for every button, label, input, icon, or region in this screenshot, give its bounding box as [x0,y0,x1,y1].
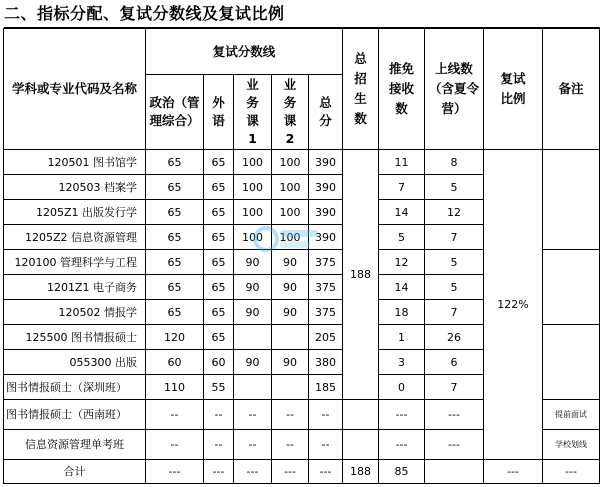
cell-foreign: 60 [204,350,234,375]
score-table [3,28,600,484]
cell-quota: 7 [425,225,484,250]
cell-course2: 100 [272,175,309,200]
cell-course1: -- [234,430,272,460]
cell-total: -- [309,430,343,460]
row-name: 055300 出版 [4,350,146,375]
header-total-text: 总分 [319,95,332,128]
summary-name: 合计 [4,460,146,484]
cell-course1: 100 [234,150,272,175]
cell-foreign: 55 [204,375,234,400]
summary-course2: --- [272,460,309,484]
cell-foreign: 65 [204,200,234,225]
row-name: 1201Z1 电子商务 [4,275,146,300]
header-course2-text: 业务课2 [283,77,297,146]
cell-foreign: 65 [204,275,234,300]
cell-politics: -- [146,430,204,460]
cell-enrollment-merged: 188 [343,150,379,400]
cell-ratio-merged: 122% [484,150,543,460]
cell-total: 380 [309,350,343,375]
row-name: 图书情报硕士（西南班） [4,400,146,430]
cell-politics: 65 [146,200,204,225]
cell-course1: 90 [234,250,272,275]
cell-course2: 90 [272,275,309,300]
summary-ratio: --- [484,460,543,484]
cell-total: 390 [309,200,343,225]
cell-exempt: --- [379,400,425,430]
cell-exempt: 3 [379,350,425,375]
cell-course2: -- [272,400,309,430]
header-total [309,75,343,150]
header-course1 [234,75,272,150]
header-course1-text: 业务课1 [246,77,259,146]
summary-course1: --- [234,460,272,484]
cell-quota: 7 [425,375,484,400]
cell-politics: 65 [146,300,204,325]
cell-course2: -- [272,430,309,460]
cell-remark-empty [543,325,600,400]
row-name: 120100 管理科学与工程 [4,250,146,275]
cell-exempt: 1 [379,325,425,350]
cell-remark-empty [543,150,600,250]
summary-foreign: --- [204,460,234,484]
header-ratio [484,29,543,150]
cell-total: 390 [309,225,343,250]
header-quota [425,29,484,150]
cell-foreign: 65 [204,175,234,200]
cell-total: -- [309,400,343,430]
header-exempt-text: 推免接收数 [388,61,414,116]
cell-remark: 学校划线 [543,430,600,460]
cell-politics: 60 [146,350,204,375]
header-remark: 备注 [543,29,600,150]
header-quota-text: 上线数（含夏令营） [429,61,480,116]
cell-exempt: 14 [379,200,425,225]
cell-exempt: 7 [379,175,425,200]
cell-course1: 90 [234,275,272,300]
cell-politics: 65 [146,175,204,200]
cell-course2: 90 [272,350,309,375]
cell-remark: 提前面试 [543,400,600,430]
cell-quota: --- [425,400,484,430]
cell-course1: 90 [234,300,272,325]
summary-remark: --- [543,460,600,484]
cell-course1: 90 [234,350,272,375]
cell-foreign: -- [204,400,234,430]
cell-total: 185 [309,375,343,400]
cell-course1 [234,325,272,350]
header-course2 [272,75,309,150]
cell-course1: 100 [234,200,272,225]
cell-quota: --- [425,430,484,460]
cell-remark-empty [543,250,600,325]
summary-exempt: 85 [379,460,425,484]
cell-politics: 65 [146,225,204,250]
cell-course2 [272,375,309,400]
header-subject: 学科或专业代码及名称 [4,29,146,150]
cell-exempt: 18 [379,300,425,325]
section-heading: 二、指标分配、复试分数线及复试比例 [4,3,600,29]
cell-foreign: 65 [204,250,234,275]
row-name: 120502 情报学 [4,300,146,325]
summary-politics: --- [146,460,204,484]
cell-course2: 100 [272,150,309,175]
header-politics [146,75,204,150]
cell-exempt: 5 [379,225,425,250]
header-ratio-text: 复试比例 [500,71,526,106]
cell-quota: 6 [425,350,484,375]
cell-quota: 5 [425,275,484,300]
cell-exempt: 11 [379,150,425,175]
cell-course2: 90 [272,300,309,325]
cell-total: 390 [309,175,343,200]
cell-enrollment-empty [343,400,379,430]
cell-foreign: -- [204,430,234,460]
cell-course1: 100 [234,175,272,200]
cell-foreign: 65 [204,150,234,175]
header-enrollment-text: 总招生数 [354,51,367,126]
cell-foreign: 65 [204,325,234,350]
row-name: 1205Z2 信息资源管理 [4,225,146,250]
summary-enrollment: 188 [343,460,379,484]
header-exempt [379,29,425,150]
cell-total: 205 [309,325,343,350]
header-politics-text: 政治（管理综合） [149,95,200,128]
row-name: 120501 图书馆学 [4,150,146,175]
cell-course1: -- [234,400,272,430]
cell-politics: -- [146,400,204,430]
row-name: 125500 图书情报硕士 [4,325,146,350]
cell-politics: 65 [146,250,204,275]
cell-politics: 110 [146,375,204,400]
header-score-group: 复试分数线 [146,29,343,75]
cell-total: 375 [309,275,343,300]
row-name: 信息资源管理单考班 [4,430,146,460]
row-name: 120503 档案学 [4,175,146,200]
cell-quota: 12 [425,200,484,225]
header-foreign [204,75,234,150]
cell-course2: 100 [272,200,309,225]
cell-total: 375 [309,300,343,325]
summary-quota [425,460,484,484]
cell-course1: 100 [234,225,272,250]
cell-exempt: --- [379,430,425,460]
cell-quota: 26 [425,325,484,350]
cell-total: 375 [309,250,343,275]
cell-course2: 90 [272,250,309,275]
cell-enrollment-empty [343,430,379,460]
summary-total: --- [309,460,343,484]
row-name: 图书情报硕士（深圳班） [4,375,146,400]
header-enrollment [343,29,379,150]
row-name: 1205Z1 出版发行学 [4,200,146,225]
cell-politics: 120 [146,325,204,350]
cell-foreign: 65 [204,225,234,250]
cell-course1 [234,375,272,400]
cell-course2: 100 [272,225,309,250]
cell-quota: 7 [425,300,484,325]
cell-politics: 65 [146,275,204,300]
cell-foreign: 65 [204,300,234,325]
cell-politics: 65 [146,150,204,175]
cell-exempt: 12 [379,250,425,275]
cell-exempt: 0 [379,375,425,400]
cell-total: 390 [309,150,343,175]
header-foreign-text: 外语 [212,95,225,128]
cell-quota: 8 [425,150,484,175]
cell-quota: 5 [425,175,484,200]
cell-exempt: 14 [379,275,425,300]
cell-quota: 5 [425,250,484,275]
cell-course2 [272,325,309,350]
